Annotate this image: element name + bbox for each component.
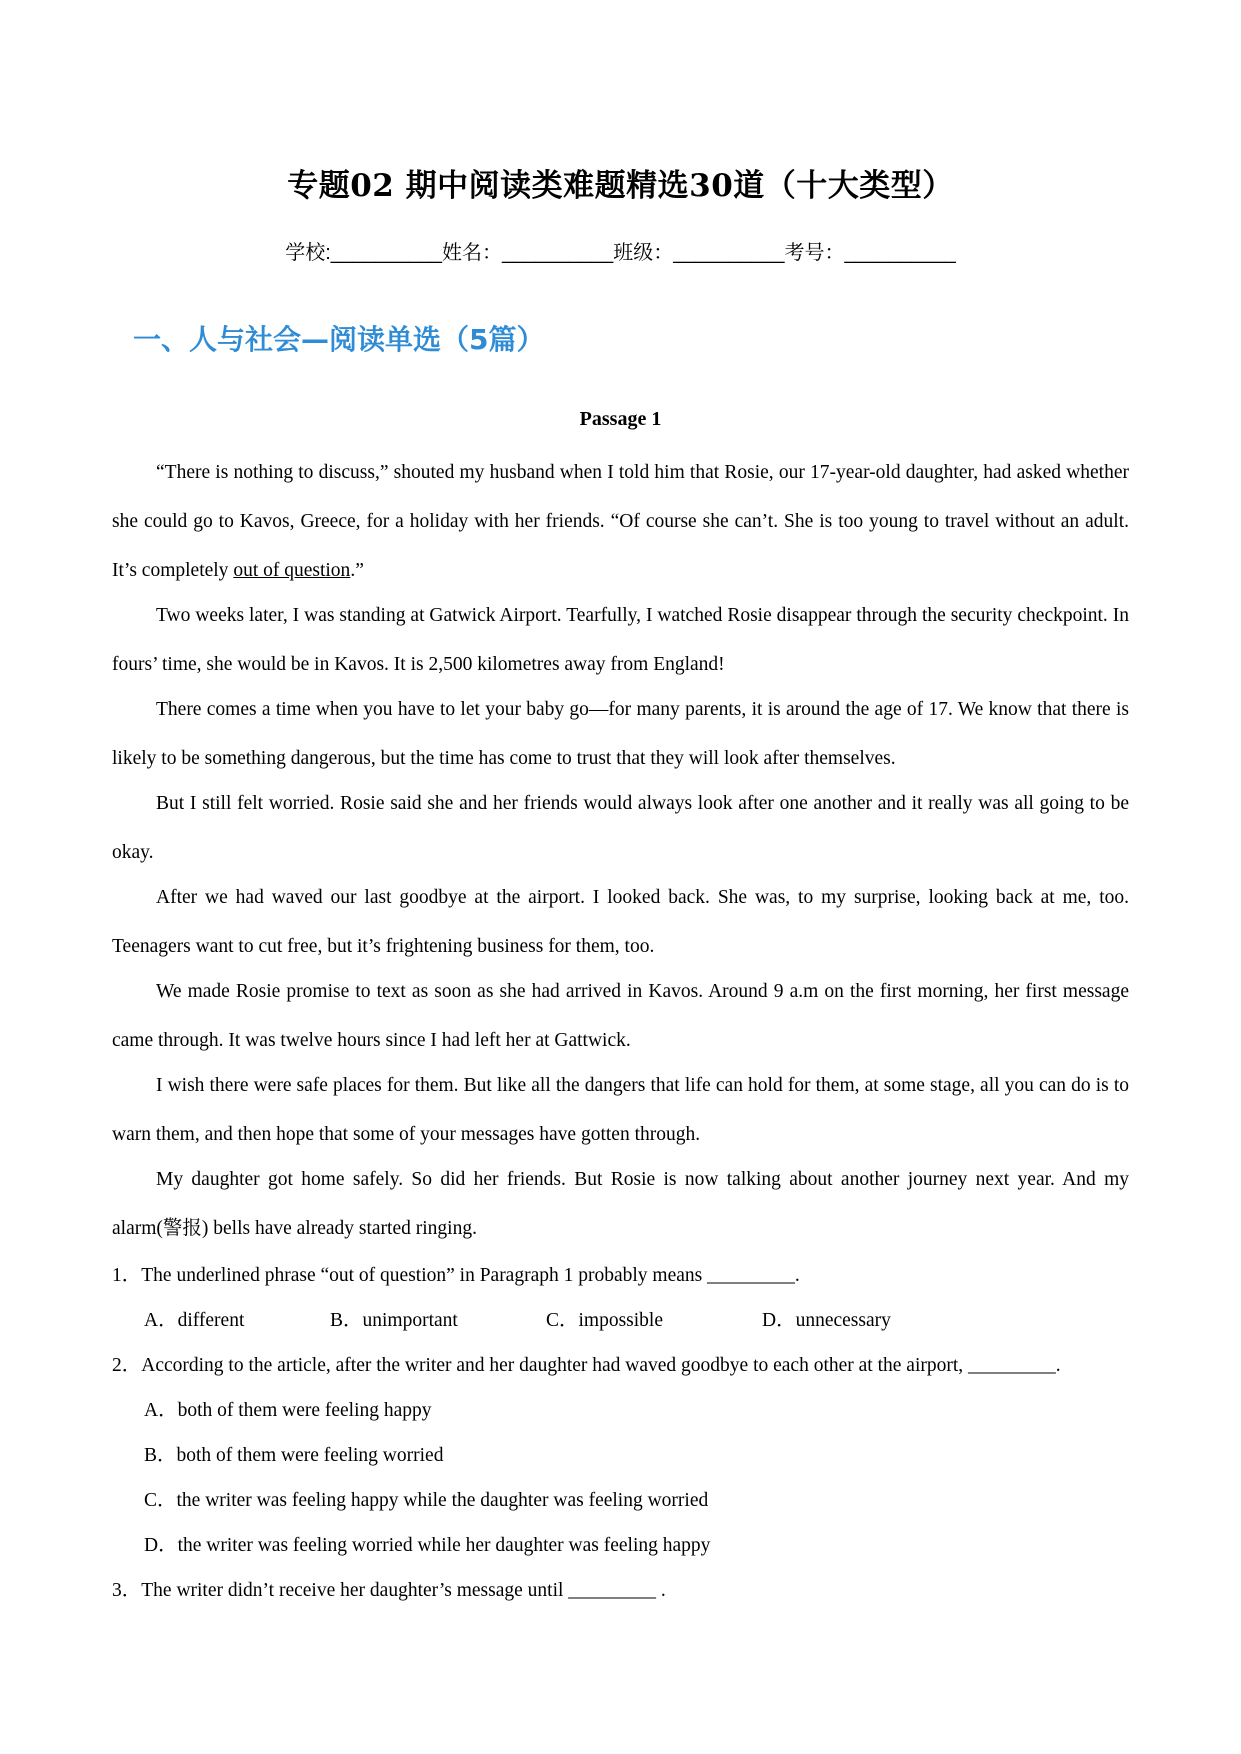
paragraph-1 xyxy=(112,448,1129,595)
question-1-option-b: B．unimportant xyxy=(330,1310,458,1331)
question-2-option-d: D．the writer was feeling worried while her daughter was feeling happy xyxy=(144,1535,711,1556)
question-1-option-a: A．different xyxy=(144,1310,245,1331)
paragraph-3: There comes a time when you have to let your baby go—for many parents, it is around the age of 17. We know that there is likely to be something dangerous, but the time has come to trust that they will look after themselves. xyxy=(112,699,1129,769)
passage-body xyxy=(112,448,1129,1613)
section-heading: 一、人与社会—阅读单选（5篇） xyxy=(133,323,545,356)
paragraph-1-text: “There is nothing to discuss,” shouted my husband when I told him that Rosie, our 17-year-old daughter, had asked whether she could go to Kavos, Greece, for a holiday with her friends. “Of course she can’t. She is too young to travel without an adult. It’s completely xyxy=(112,462,1129,581)
question-1-options xyxy=(112,1298,1129,1343)
question-1-stem: 1．The underlined phrase “out of question” in Paragraph 1 probably means _________. xyxy=(112,1265,800,1286)
paragraph-1-end: .” xyxy=(350,560,364,581)
question-2-option-c: C．the writer was feeling happy while the daughter was feeling worried xyxy=(144,1490,709,1511)
student-info-line: 学校:__________姓名：__________班级：__________考号：__________ xyxy=(285,242,956,264)
paragraph-6: We made Rosie promise to text as soon as she had arrived in Kavos. Around 9 a.m on the first morning, her first message came through. It was twelve hours since I had left her at Gattwick. xyxy=(112,981,1129,1051)
paragraph-5: After we had waved our last goodbye at the airport. I looked back. She was, to my surprise, looking back at me, too. Teenagers want to cut free, but it’s frightening business for them, too. xyxy=(112,887,1129,957)
passage-title: Passage 1 xyxy=(579,408,662,430)
question-1-option-c: C．impossible xyxy=(546,1310,664,1331)
paragraph-7: I wish there were safe places for them. But like all the dangers that life can hold for them, at some stage, all you can do is to warn them, and then hope that some of your messages have gotten through. xyxy=(112,1075,1129,1145)
paragraph-4: But I still felt worried. Rosie said she and her friends would always look after one another and it really was all going to be okay. xyxy=(112,793,1129,863)
paragraph-2: Two weeks later, I was standing at Gatwick Airport. Tearfully, I watched Rosie disappear through the security checkpoint. In fours’ time, she would be in Kavos. It is 2,500 kilometres away from England! xyxy=(112,605,1129,675)
underlined-phrase: out of question xyxy=(233,560,351,581)
question-1 xyxy=(112,1253,1129,1343)
question-1-option-d: D．unnecessary xyxy=(762,1310,891,1331)
paragraph-8: My daughter got home safely. So did her friends. But Rosie is now talking about another journey next year. And my alarm(警报) bells have already started ringing. xyxy=(112,1169,1129,1239)
question-3-stem: 3．The writer didn’t receive her daughter’s message until _________ . xyxy=(112,1580,666,1601)
document-title: 专题02 期中阅读类难题精选30道（十大类型） xyxy=(287,168,954,204)
question-2-option-a: A．both of them were feeling happy xyxy=(144,1400,432,1421)
question-2-stem: 2．According to the article, after the writer and her daughter had waved goodbye to each other at the airport, _________. xyxy=(112,1355,1061,1376)
question-2-option-b: B．both of them were feeling worried xyxy=(144,1445,444,1466)
question-2 xyxy=(112,1343,1129,1568)
question-3 xyxy=(112,1568,1129,1613)
